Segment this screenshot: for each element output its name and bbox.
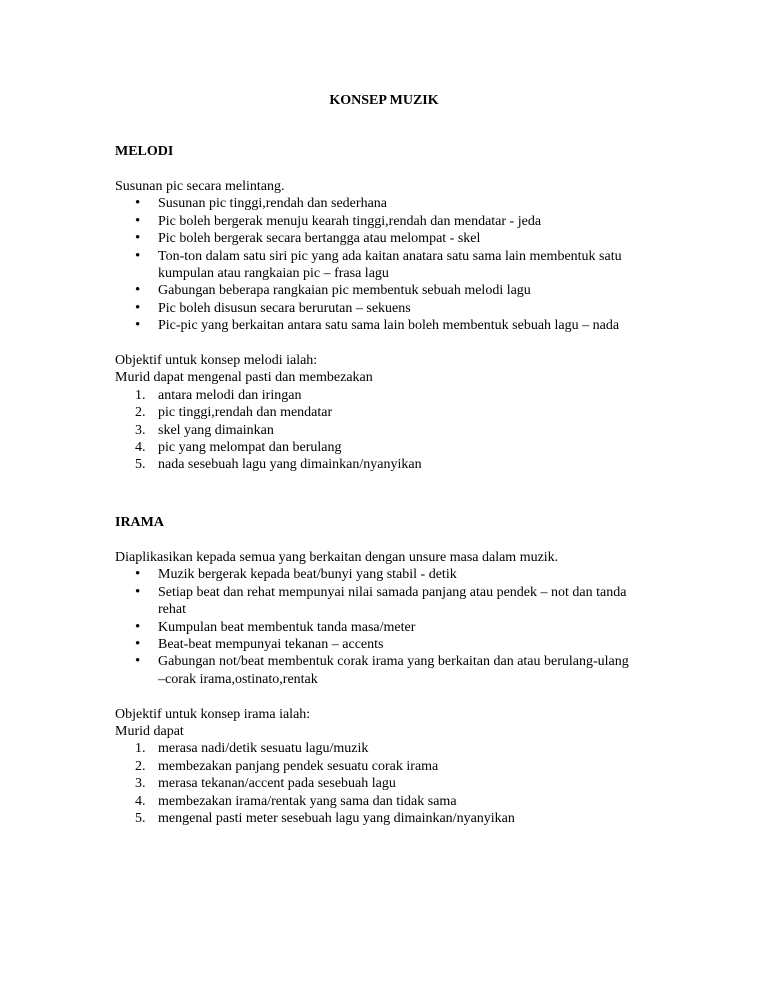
irama-objective-item: 2. membezakan panjang pendek sesuatu corak irama: [135, 758, 439, 774]
melodi-objective-item: 4. pic yang melompat dan berulang: [135, 440, 342, 456]
melodi-objective-lead: Murid dapat mengenal pasti dan membezakan: [115, 370, 373, 386]
irama-section: [115, 549, 675, 827]
melodi-bullet-item: • Pic boleh disusun secara berurutan – sekuens: [115, 300, 675, 317]
melodi-section: [115, 178, 675, 474]
melodi-objective-list: [115, 387, 675, 474]
melodi-bullet-list: [115, 195, 675, 334]
melodi-intro: Susunan pic secara melintang.: [115, 179, 285, 194]
irama-objective-intro: Objektif untuk konsep irama ialah:: [115, 706, 311, 722]
irama-objective-item: 1. merasa nadi/detik sesuatu lagu/muzik: [135, 741, 369, 757]
irama-bullet-item: • Setiap beat dan rehat mempunyai nilai samada panjang atau pendek – not dan tanda rehat: [115, 584, 638, 619]
irama-bullet-list: [115, 566, 675, 688]
melodi-objective-item: 1. antara melodi dan iringan: [135, 387, 302, 403]
melodi-bullet-item: • Gabungan beberapa rangkaian pic membentuk sebuah melodi lagu: [115, 282, 675, 299]
irama-objective-lead: Murid dapat: [115, 724, 184, 740]
spacer: [115, 335, 675, 352]
melodi-bullet-item: • Ton-ton dalam satu siri pic yang ada kaitan anatara satu sama lain membentuk satu kumpulan atau rangkaian pic – frasa lagu: [115, 248, 628, 283]
melodi-objective-item: 2. pic tinggi,rendah dan mendatar: [135, 405, 333, 421]
irama-bullet-item: • Muzik bergerak kepada beat/bunyi yang stabil - detik: [115, 566, 675, 583]
document-title: KONSEP MUZIK: [329, 93, 439, 108]
irama-bullet-item: • Kumpulan beat membentuk tanda masa/meter: [115, 619, 675, 636]
irama-intro: Diaplikasikan kepada semua yang berkaitan dengan unsure masa dalam muzik.: [115, 550, 559, 565]
melodi-objective-intro: Objektif untuk konsep melodi ialah:: [115, 353, 318, 369]
melodi-bullet-item: • Pic boleh bergerak menuju kearah tinggi,rendah dan mendatar - jeda: [115, 213, 675, 230]
irama-objective-list: [115, 740, 675, 827]
melodi-bullet-item: • Pic boleh bergerak secara bertangga atau melompat - skel: [115, 230, 675, 247]
melodi-objective-item: 3. skel yang dimainkan: [135, 422, 274, 438]
irama-bullet-item: • Gabungan not/beat membentuk corak irama yang berkaitan dan atau berulang-ulang –corak irama,ostinato,rentak: [115, 653, 638, 688]
irama-heading: IRAMA: [115, 515, 164, 530]
irama-objective-item: 3. merasa tekanan/accent pada sesebuah lagu: [135, 776, 396, 792]
melodi-bullet-item: • Susunan pic tinggi,rendah dan sederhana: [115, 195, 675, 212]
irama-objective-item: 4. membezakan irama/rentak yang sama dan tidak sama: [135, 793, 457, 809]
melodi-bullet-item: • Pic-pic yang berkaitan antara satu sama lain boleh membentuk sebuah lagu – nada: [115, 317, 675, 334]
melodi-heading: MELODI: [115, 144, 174, 159]
irama-bullet-item: • Beat-beat mempunyai tekanan – accents: [115, 636, 675, 653]
melodi-objective-item: 5. nada sesebuah lagu yang dimainkan/nyanyikan: [135, 457, 422, 473]
spacer: [115, 688, 675, 705]
irama-objective-item: 5. mengenal pasti meter sesebuah lagu yang dimainkan/nyanyikan: [135, 811, 515, 827]
